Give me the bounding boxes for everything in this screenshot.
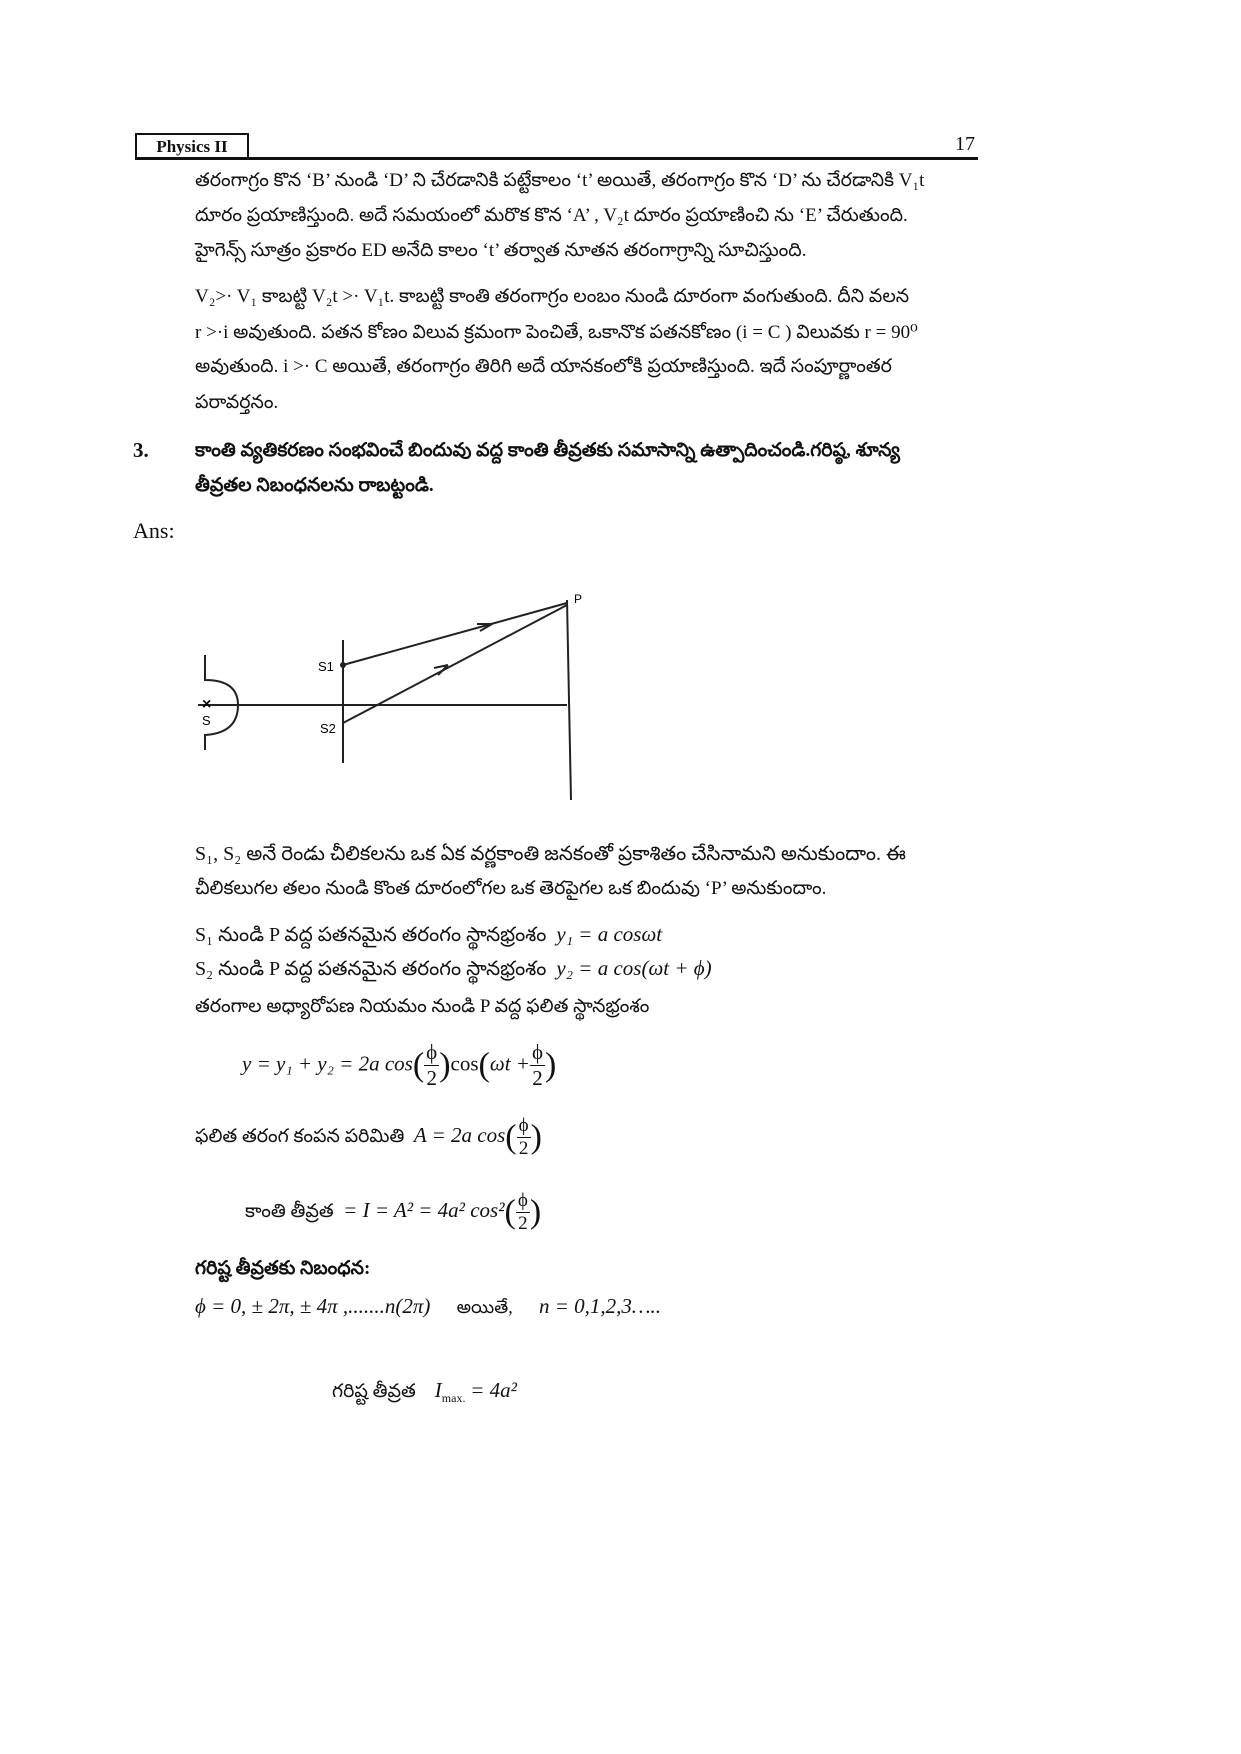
answer-label: Ans:: [133, 518, 175, 543]
displacement-1-eq: y₁ = a cosωt: [556, 922, 663, 946]
header-title: Physics II: [135, 133, 249, 159]
displacement-2-eq: y₂ = a cos(ωt + ϕ): [556, 956, 712, 980]
para1-line: దూరం ప్రయాణిస్తుంది. అదే సమయంలో మరొక కొన ‘A’ , V₂t దూరం ప్రయాణించి ను ‘E’ చేరుతుంది.: [195, 205, 908, 226]
amplitude-row: ఫలిత తరంగ కంపన పరిమితి A = 2a cos( $\frac{\phi}{2}$ ): [195, 1115, 542, 1159]
question-number: 3.: [133, 438, 149, 462]
para2-line: అవుతుంది. i >· C అయితే, తరంగాగ్రం తిరిగి అదే యానకంలోకి ప్రయాణిస్తుంది. ఇదే సంపూర్ణాంతర: [195, 356, 892, 377]
displacement-2-text: S₂ నుండి P వద్ద పతనమైన తరంగం స్థానభ్రంశం: [195, 958, 547, 980]
para2-line: పరావర్తనం.: [195, 392, 279, 413]
label-s2: S2: [320, 721, 336, 736]
svg-text:×: ×: [202, 696, 212, 713]
para1-line: తరంగాగ్రం కొన ‘B’ నుండి ‘D’ ని చేరడానికి పట్టేకాలం ‘t’ అయితే, తరంగాగ్రం కొన ‘D’ ను చేరడానికి V₁t: [195, 170, 925, 191]
max-heading: గరిష్ట తీవ్రతకు నిబంధన:: [195, 1258, 371, 1279]
intensity-eq: = I = A² = 4a² cos²: [343, 1197, 505, 1222]
header-rule: [135, 157, 978, 160]
question-line: తీవ్రతల నిబంధనలను రాబట్టండి.: [195, 475, 434, 496]
question-line: కాంతి వ్యతికరణం సంభవించే బిందువు వద్ద కాంతి తీవ్రతకు సమాసాన్ని ఉత్పాదించండి.గరిష్ఠ, శూన్య: [195, 440, 900, 461]
amplitude-eq: A = 2a cos: [413, 1122, 506, 1147]
label-p: P: [574, 592, 583, 606]
max-intensity: గరిష్ట తీవ్రత $I_{max.} = 4a^2$: [332, 1378, 517, 1405]
displacement-2: [195, 956, 712, 985]
amplitude-label: ఫలిత తరంగ కంపన పరిమితి: [195, 1125, 405, 1147]
eq-lhs: y = y₁ + y₂ = 2a cos: [242, 1051, 413, 1076]
superposition-text: తరంగాల అధ్యారోపణ నియమం నుండి P వద్ద ఫలిత స్థానభ్రంశం: [195, 996, 650, 1017]
label-s1: S1: [318, 659, 334, 674]
resultant-equation: y = y₁ + y₂ = 2a cos( $\frac{\phi}{2}$ )cos(ωt + $\frac{\phi}{2}$ ): [242, 1040, 557, 1090]
label-source: S: [202, 713, 211, 728]
para3-line: చీలికలుగల తలం నుండి కొంత దూరంలోగల ఒక తెరపైగల ఒక బిందువు ‘P’ అనుకుందాం.: [195, 878, 827, 899]
screen-line: [567, 600, 571, 800]
para3-line: S₁, S₂ అనే రెండు చీలికలను ఒక ఏక వర్ణకాంతి జనకంతో ప్రకాశితం చేసినామని అనుకుందాం. ఈ: [195, 843, 906, 865]
intensity-row: కాంతి తీవ్రత = I = A² = 4a² cos²( $\frac{\phi}{2}$ ): [245, 1190, 542, 1234]
para2-line: V₂>· V₁ కాబట్టి V₂t >· V₁t. కాబట్టి కాంతి తరంగాగ్రం లంబం నుండి దూరంగా వంగుతుంది. దీని వలన: [195, 286, 910, 307]
page-number: 17: [955, 133, 975, 155]
para2-line: r >·i అవుతుంది. పతన కోణం విలువ క్రమంగా పెంచితే, ఒకానొక పతనకోణం (i = C ) విలువకు r = 90⁰: [195, 322, 918, 343]
para1-line: హైగెన్స్ సూత్రం ప్రకారం ED అనేది కాలం ‘t’ తర్వాత నూతన తరంగాగ్రాన్ని సూచిస్తుంది.: [195, 240, 807, 261]
displacement-1-text: S₁ నుండి P వద్ద పతనమైన తరంగం స్థానభ్రంశం: [195, 924, 547, 946]
interference-diagram: [190, 585, 590, 810]
max-condition: ϕ = 0, ± 2π, ± 4π ,.......n(2π) అయితే, n = 0,1,2,3…..: [195, 1294, 662, 1318]
intensity-label: కాంతి తీవ్రత: [245, 1200, 334, 1222]
displacement-1: [195, 922, 662, 951]
ray-s1-p: [343, 603, 567, 665]
